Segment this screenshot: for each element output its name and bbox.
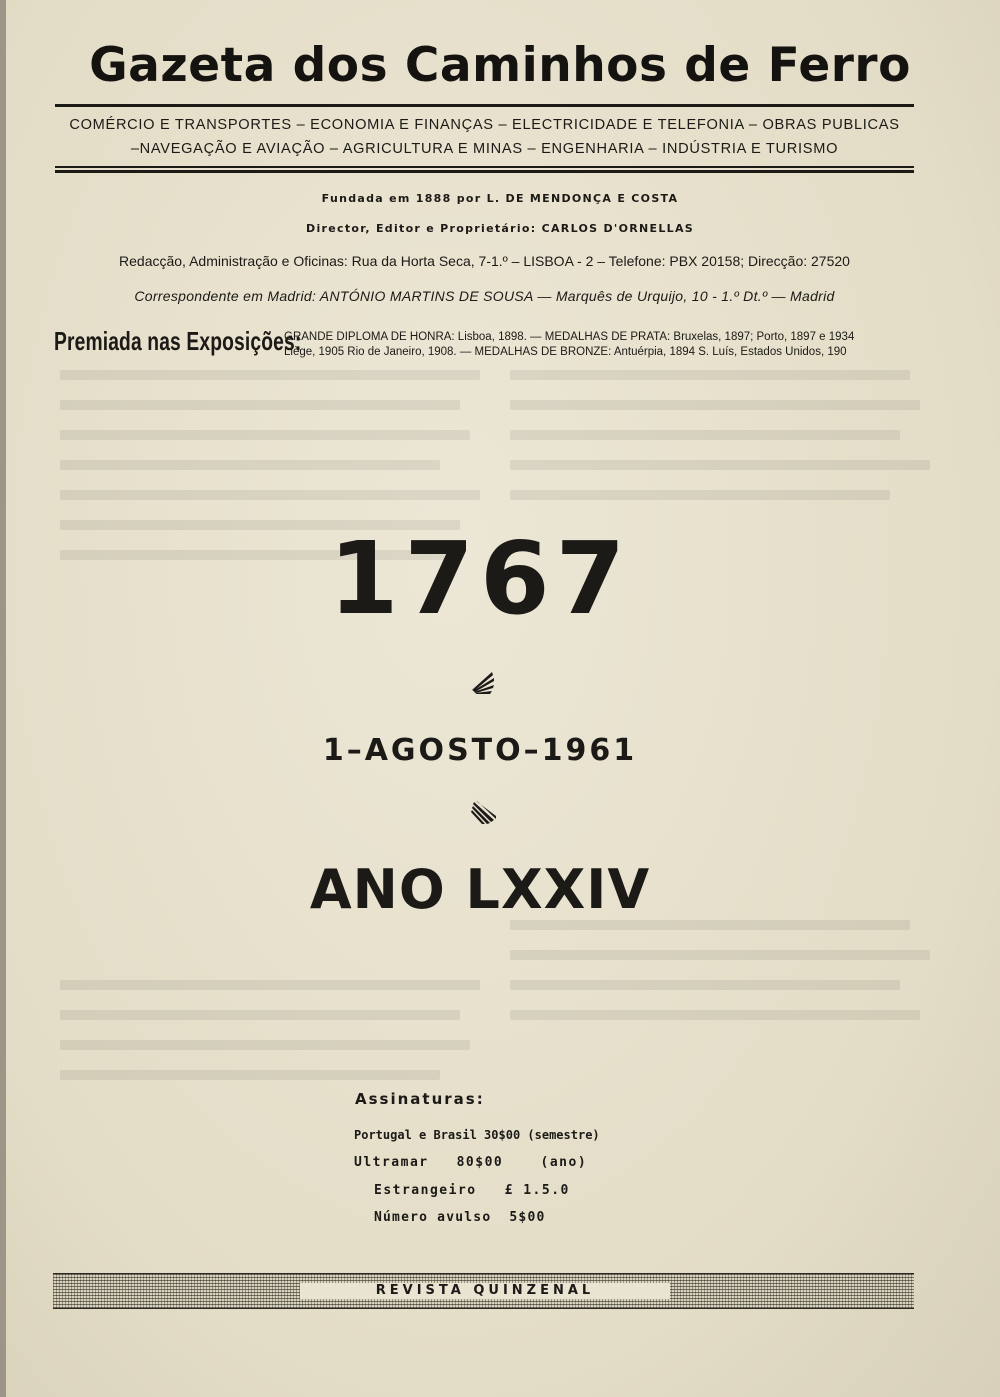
director-line: Director, Editor e Proprietário: CARLOS D'ORNELLAS [306, 222, 694, 235]
awards-label: Premiada nas Exposições: [54, 326, 302, 356]
awards-line-1: GRANDE DIPLOMA DE HONRA: Lisboa, 1898. — MEDALHAS DE PRATA: Bruxelas, 1897; Porto, 1897 e 1934 [284, 331, 855, 343]
fan-ornament-icon [470, 798, 498, 826]
awards-list [284, 330, 924, 360]
masthead-rule-double-b [55, 170, 914, 173]
year-volume: ANO LXXIV [309, 858, 651, 921]
subscription-avulso: Número avulso 5$00 [374, 1210, 546, 1225]
founded-line: Fundada em 1888 por L. DE MENDONÇA E COSTA [321, 192, 679, 205]
subscription-ultramar: Ultramar 80$00 (ano) [354, 1155, 588, 1170]
awards-line-2: Liège, 1905 Rio de Janeiro, 1908. — MEDALHAS DE BRONZE: Antuérpia, 1894 S. Luís, Estados Unidos, 190 [284, 346, 847, 358]
issue-number: 1767 [328, 520, 632, 637]
masthead-rule-top [55, 104, 914, 107]
masthead-rule-double-a [55, 166, 914, 168]
subscription-portugal-brasil: Portugal e Brasil 30$00 (semestre) [354, 1128, 600, 1142]
fan-ornament-icon [468, 668, 496, 696]
masthead-title: Gazeta dos Caminhos de Ferro [89, 38, 911, 93]
subjects-line-1: COMÉRCIO E TRANSPORTES – ECONOMIA E FINANÇAS – ELECTRICIDADE E TELEFONIA – OBRAS PUBLICAS [69, 117, 900, 133]
issue-date: 1–AGOSTO–1961 [322, 733, 638, 768]
address-line: Redacção, Administração e Oficinas: Rua da Horta Seca, 7-1.º – LISBOA - 2 – Telefone: PBX 20158; Direcção: 27520 [119, 253, 850, 269]
footer-label: REVISTA QUINZENAL [300, 1283, 670, 1299]
page-edge [0, 0, 6, 1397]
subscription-estrangeiro: Estrangeiro £ 1.5.0 [374, 1183, 570, 1198]
madrid-correspondent-line: Correspondente em Madrid: ANTÓNIO MARTINS DE SOUSA — Marquês de Urquijo, 10 - 1.º Dt.º — Madrid [134, 288, 835, 304]
subjects-line-2: –NAVEGAÇÃO E AVIAÇÃO – AGRICULTURA E MINAS – ENGENHARIA – INDÚSTRIA E TURISMO [130, 141, 839, 157]
subscriptions-heading: Assinaturas: [355, 1090, 485, 1108]
